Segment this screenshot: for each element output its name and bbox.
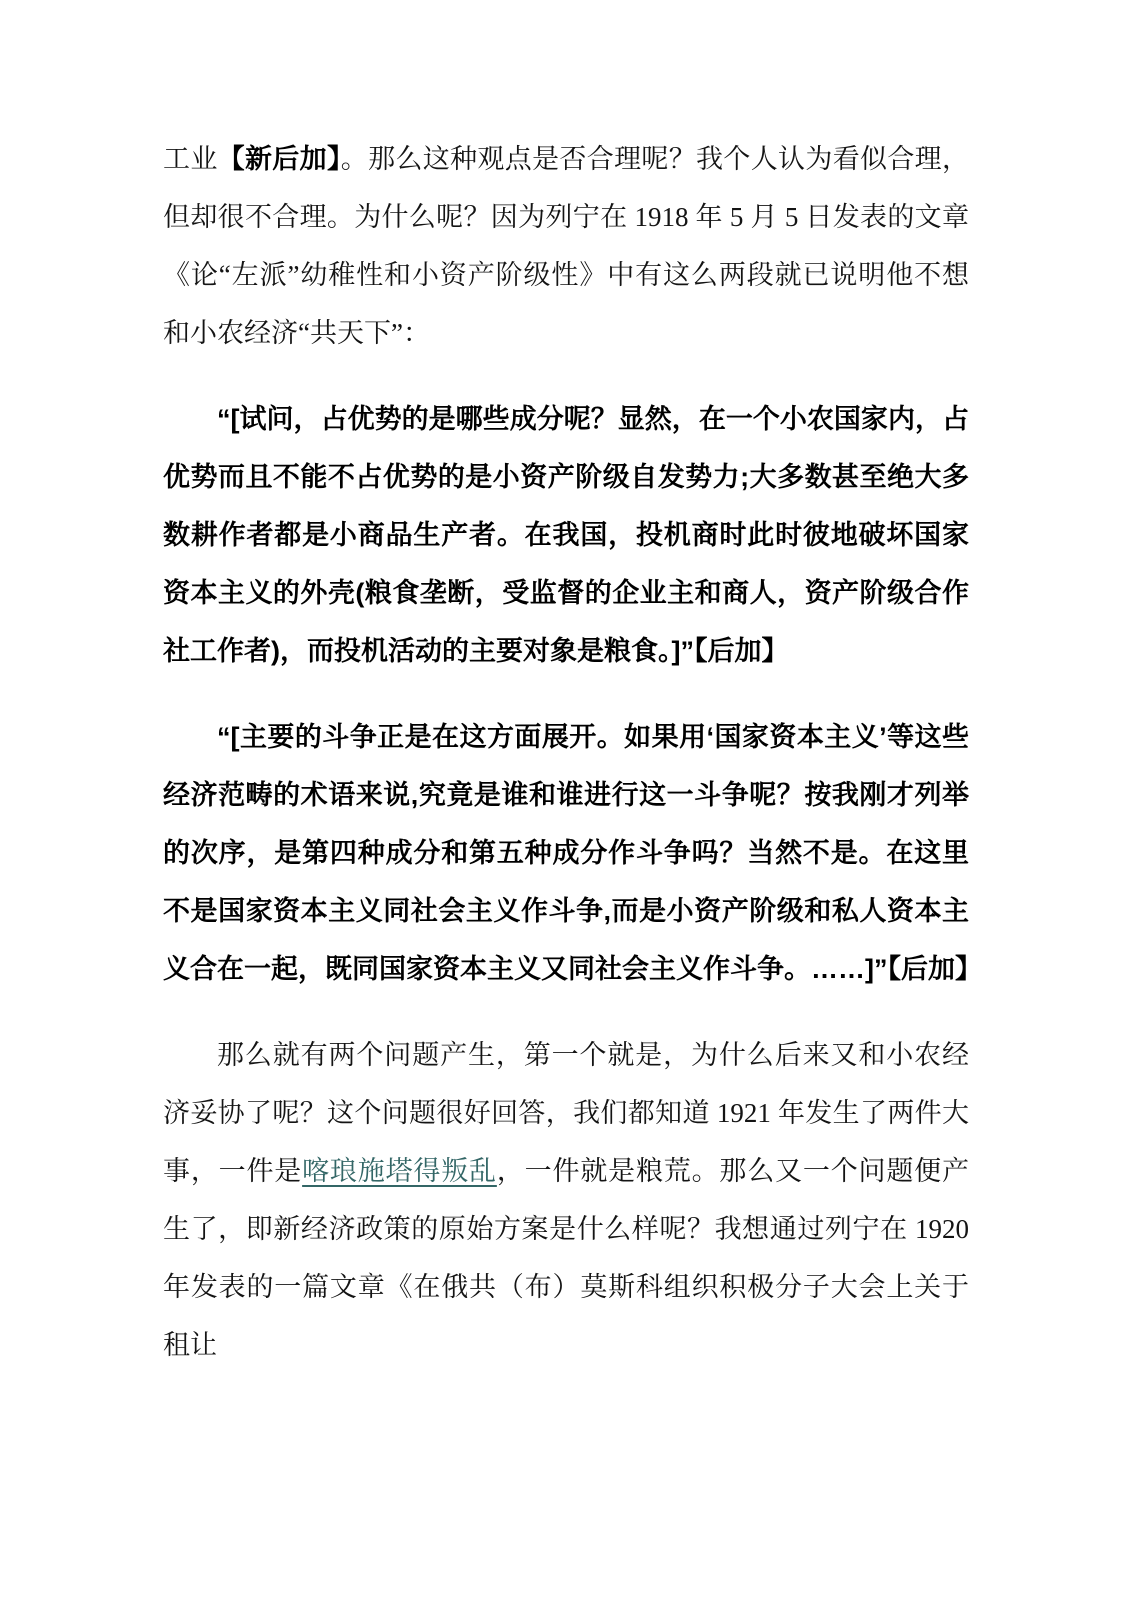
text-block <box>163 130 982 1402</box>
kronstadt-rebellion-link[interactable]: 喀琅施塔得叛乱 <box>302 1156 497 1186</box>
paragraph-questions <box>163 1026 969 1374</box>
paragraph-intro <box>163 130 969 362</box>
text-run: 工业 <box>163 144 218 174</box>
text-run: 。那么这种观点是否合理呢？我个人认为看似合理，但却很不合理。为什么呢？因为列宁在 1918 年 5 月 5 日发表的文章《论“左派”幼稚性和小资产阶级性》中有这么两段就已说明他不想和小农经济“共天下”： <box>163 144 970 348</box>
quote-paragraph-1: “[试问，占优势的是哪些成分呢？显然，在一个小农国家内，占优势而且不能不占优势的是小资产阶级自发势力;大多数甚至绝大多数耕作者都是小商品生产者。在我国，投机商时此时彼地破坏国家资本主义的外壳(粮食垄断，受监督的企业主和商人，资产阶级合作社工作者)，而投机活动的主要对象是粮食。]”【后加】 <box>163 404 969 666</box>
quote-paragraph-2: “[主要的斗争正是在这方面展开。如果用‘国家资本主义’等这些经济范畴的术语来说,究竟是谁和谁进行这一斗争呢？按我刚才列举的次序，是第四种成分和第五种成分作斗争吗？当然不是。在这里不是国家资本主义同社会主义作斗争,而是小资产阶级和私人资本主义合在一起，既同国家资本主义又同社会主义作斗争。……]”【后加】 <box>163 722 982 984</box>
text-run: ，一件就是粮荒。那么又一个问题便产生了，即新经济政策的原始方案是什么样呢？我想通过列宁在 1920 年发表的一篇文章《在俄共（布）莫斯科组织积极分子大会上关于租让 <box>163 1156 970 1360</box>
inserted-marker-new: 【新后加】 <box>217 144 341 174</box>
text-run: 那么就有两个问题产生，第一个就是，为什么后来又和小农经济妥协了呢？这个问题很好回答，我们都知道 1921 年发生了两件大事，一件是 <box>163 1040 969 1186</box>
